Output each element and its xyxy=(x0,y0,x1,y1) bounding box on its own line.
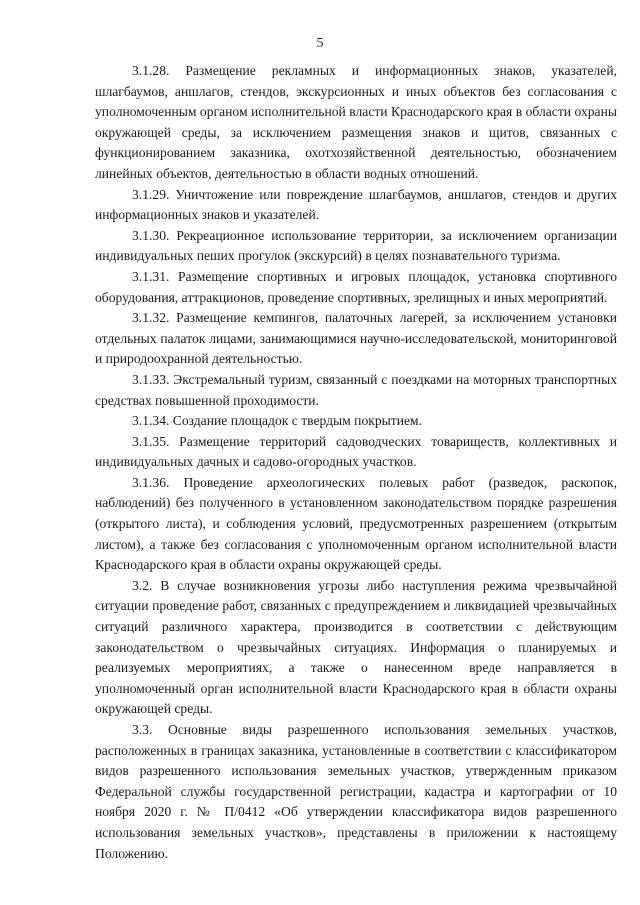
paragraph-3-1-30: 3.1.30. Рекреационное использование территории, за исключением организации индивидуальных пеших прогулок (экскурсий) в целях познавательного туризма. xyxy=(95,227,617,264)
paragraph-3-1-29: 3.1.29. Уничтожение или повреждение шлагбаумов, аншлагов, стендов и других информационных знаков и указателей. xyxy=(95,186,617,223)
document-body xyxy=(95,61,617,864)
paragraph-3-1-33: 3.1.33. Экстремальный туризм, связанный с поездками на моторных транспортных средствах повышенной проходимости. xyxy=(95,371,617,408)
paragraph-3-1-28: 3.1.28. Размещение рекламных и информационных знаков, указателей, шлагбаумов, аншлагов, стендов, экскурсионных и иных объектов без согласования с уполномоченным органом исполнительной власти Краснодарского края в области охраны окружающей среды, за исключением размещения знаков и щитов, связанных с функционированием заказника, охотхозяйственной деятельностью, обозначением линейных объектов, деятельностью в области водных отношений. xyxy=(95,63,617,181)
paragraph-3-1-35: 3.1.35. Размещение территорий садоводческих товариществ, коллективных и индивидуальных дачных и садово-огородных участков. xyxy=(95,433,617,470)
paragraph-3-1-34: 3.1.34. Создание площадок с твердым покрытием. xyxy=(132,413,423,429)
page-number: 5 xyxy=(316,36,324,51)
paragraph-3-1-36: 3.1.36. Проведение археологических полевых работ (разведок, раскопок, наблюдений) без полученного в установленном законодательством порядке разрешения (открытого листа), и соблюдения условий, предусмотренных разрешением (открытым листом), а также без согласования с уполномоченным органом исполнительной власти Краснодарского края в области охраны окружающей среды. xyxy=(95,474,617,573)
paragraph-3-3: 3.3. Основные виды разрешенного использования земельных участков, расположенных в границах заказника, установленные в соответствии с классификатором видов разрешенного использования земельных участков, утвержденным приказом Федеральной службы государственной регистрации, кадастра и картографии от 10 ноября 2020 г. № П/0412 «Об утверждении классификатора видов разрешенного использования земельных участков», представлены в приложении к настоящему Положению. xyxy=(95,722,617,861)
paragraph-3-1-31: 3.1.31. Размещение спортивных и игровых площадок, установка спортивного оборудования, аттракционов, проведение спортивных, зрелищных и иных мероприятий. xyxy=(95,268,617,305)
paragraph-3-2: 3.2. В случае возникновения угрозы либо наступления режима чрезвычайной ситуации проведение работ, связанных с предупреждением и ликвидацией чрезвычайных ситуаций различного характера, производится в соответствии с действующим законодательством о чрезвычайных ситуациях. Информация о планируемых и реализуемых мероприятиях, а также о нанесенном вреде направляется в уполномоченный орган исполнительной власти Краснодарского края в области охраны окружающей среды. xyxy=(95,577,617,717)
paragraph-3-1-32: 3.1.32. Размещение кемпингов, палаточных лагерей, за исключением установки отдельных палаток лицами, занимающимися научно-исследовательской, мониторинговой и природоохранной деятельностью. xyxy=(95,310,617,367)
